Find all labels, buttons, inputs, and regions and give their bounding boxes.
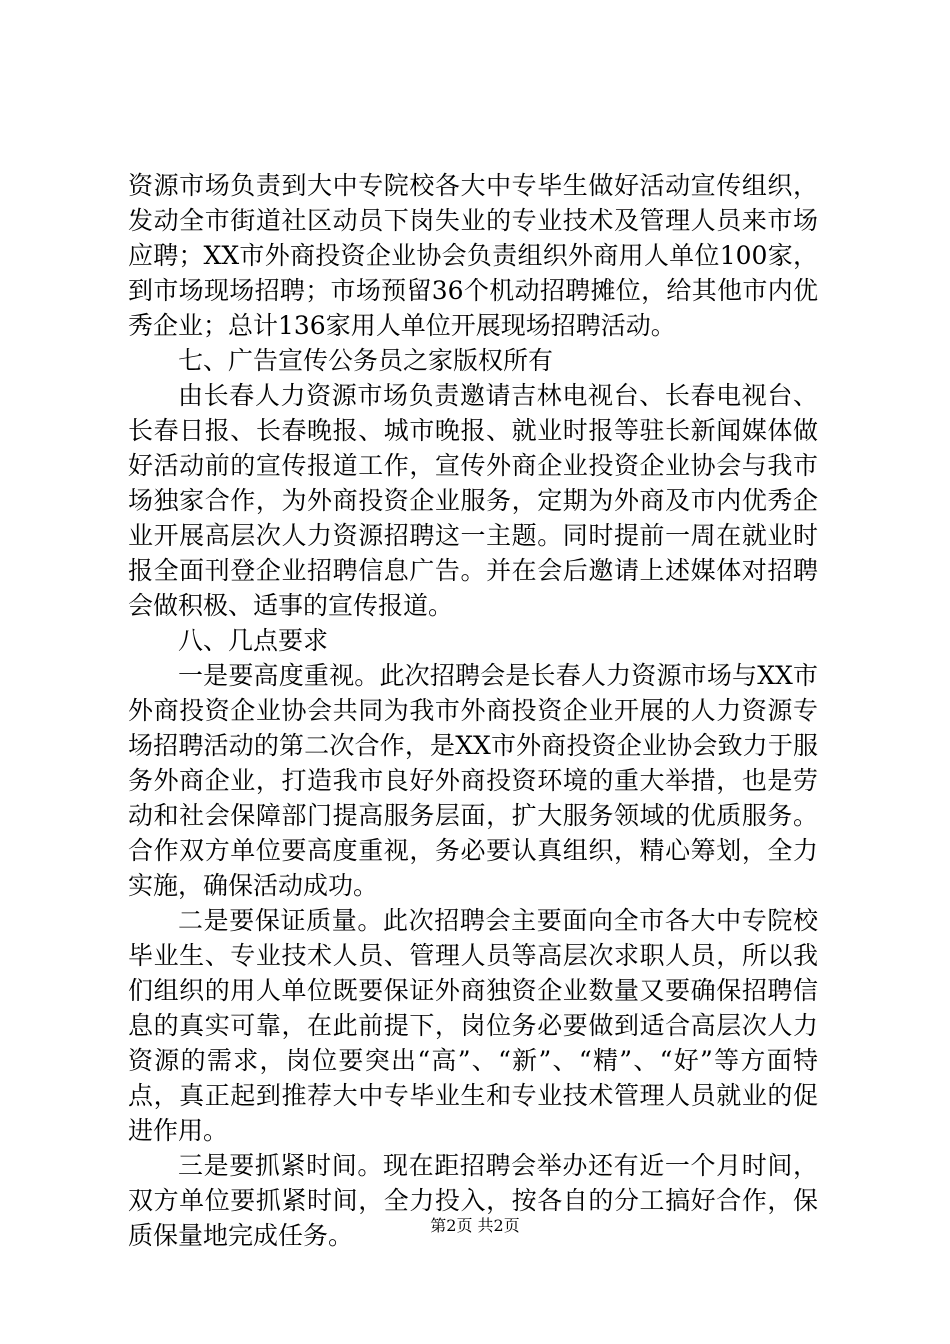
- page-footer: 第2页 共2页: [430, 1216, 520, 1235]
- paragraph-requirement-2: 二是要保证质量。此次招聘会主要面向全市各大中专院校毕业生、专业技术人员、管理人员等高层次求职人员，所以我们组织的用人单位既要保证外商独资企业数量又要确保招聘信息的真实可靠，在此前提下，岗位务必要做到适合高层次人力资源的需求，岗位要突出“高”、“新”、“精”、“好”等方面特点，真正起到推荐大中专毕业生和专业技术管理人员就业的促进作用。: [128, 906, 818, 1145]
- paragraph-advertising: 由长春人力资源市场负责邀请吉林电视台、长春电视台、长春日报、长春晚报、城市晚报、就业时报等驻长新闻媒体做好活动前的宣传报道工作，宣传外商企业投资企业协会与我市场独家合作，为外商投资企业服务，定期为外商及市内优秀企业开展高层次人力资源招聘这一主题。同时提前一周在就业时报全面刊登企业招聘信息广告。并在会后邀请上述媒体对招聘会做积极、适事的宣传报道。: [128, 381, 818, 620]
- section-heading-requirements: 八、几点要求: [178, 626, 329, 655]
- paragraph-requirement-1: 一是要高度重视。此次招聘会是长春人力资源市场与XX市外商投资企业协会共同为我市外商投资企业开展的人力资源专场招聘活动的第二次合作，是XX市外商投资企业协会致力于服务外商企业，打造我市良好外商投资环境的重大举措，也是劳动和社会保障部门提高服务层面，扩大服务领域的优质服务。合作双方单位要高度重视，务必要认真组织，精心筹划，全力实施，确保活动成功。: [128, 661, 818, 900]
- document-body: [128, 168, 818, 1253]
- section-heading-advertising: 七、广告宣传公务员之家版权所有: [178, 346, 554, 375]
- paragraph-continuation: 资源市场负责到大中专院校各大中专毕生做好活动宣传组织，发动全市街道社区动员下岗失业的专业技术及管理人员来市场应聘；XX市外商投资企业协会负责组织外商用人单位100家，到市场现场招聘；市场预留36个机动招聘摊位，给其他市内优秀企业；总计136家用人单位开展现场招聘活动。: [128, 171, 818, 340]
- paragraph-requirement-3: 三是要抓紧时间。现在距招聘会举办还有近一个月时间，双方单位要抓紧时间，全力投入，按各自的分工搞好合作，保质保量地完成任务。: [128, 1151, 818, 1250]
